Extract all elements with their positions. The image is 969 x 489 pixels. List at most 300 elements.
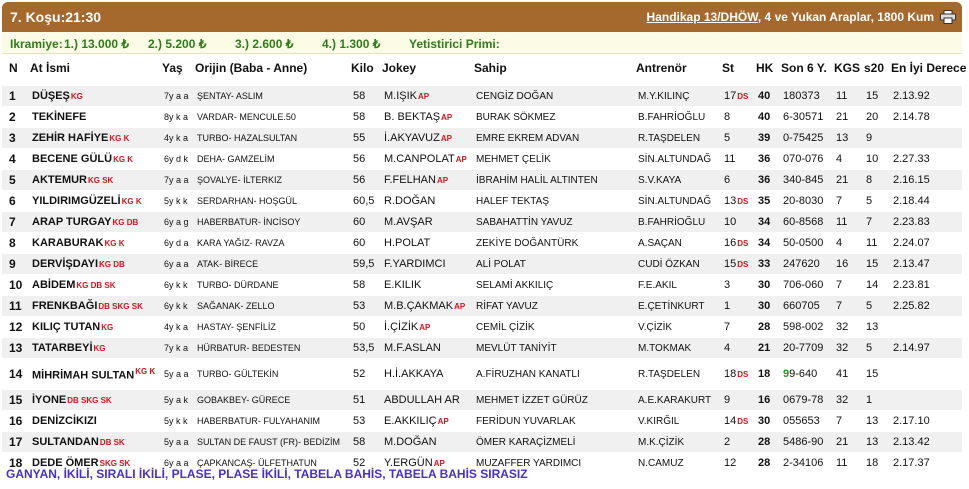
cell-kgs: [836, 453, 864, 473]
kilo-text: 50: [353, 321, 366, 333]
owner-text: MEHMET İZZET GÜRÜZ: [476, 394, 588, 406]
cell-trainer: [638, 149, 722, 169]
cell-s20: [866, 411, 892, 431]
cell-son6: [783, 233, 835, 253]
table-row[interactable]: [2, 432, 962, 452]
cell-jockey: [384, 275, 474, 295]
cell-age: [164, 411, 196, 431]
jockey-text[interactable]: Y.ERGÜN: [384, 457, 433, 469]
cell-jockey: [384, 149, 474, 169]
cell-s20: [866, 212, 892, 232]
cell-s20: [866, 233, 892, 253]
son6-highlight: 9: [783, 368, 790, 380]
cell-st: [724, 338, 756, 358]
cell-best: [893, 317, 961, 337]
son6-text: 706-060: [783, 279, 824, 291]
cell-owner: [476, 317, 636, 337]
n-text: 7: [9, 215, 16, 229]
cell-s20: [866, 254, 892, 274]
table-row[interactable]: [2, 212, 962, 232]
cell-st: [724, 453, 756, 473]
jockey-superscript: AP: [419, 322, 431, 332]
cell-name: [32, 296, 162, 316]
owner-text: BURAK SÖKMEZ: [476, 111, 556, 123]
name-text[interactable]: DÜŞEŞ: [32, 90, 70, 102]
st-text: 17: [724, 90, 737, 102]
cell-hk: [758, 453, 782, 473]
kilo-text: 53: [353, 300, 366, 312]
n-text: 18: [9, 456, 23, 470]
col-st[interactable]: St: [722, 61, 734, 75]
race-conditions: , 4 ve Yukan Araplar, 1800 Kum: [757, 10, 934, 24]
jockey-text[interactable]: İ.AKYAVUZ: [384, 132, 440, 144]
cell-best: [893, 170, 961, 190]
cell-trainer: [638, 390, 722, 410]
kilo-text: 60,5: [353, 195, 375, 207]
cell-st: [724, 390, 756, 410]
cell-s20: [866, 453, 892, 473]
cell-best: [893, 275, 961, 295]
s20-text: 8: [866, 174, 873, 186]
col-son6[interactable]: Son 6 Y.: [781, 61, 827, 75]
hk-text: 21: [758, 342, 771, 354]
age-text: 7y k a: [164, 343, 189, 353]
table-row[interactable]: [2, 254, 962, 274]
cell-owner: [476, 359, 636, 389]
cell-st: [724, 359, 756, 389]
kgs-text: 11: [836, 457, 848, 469]
cell-name: [32, 254, 162, 274]
owner-text: SELAMİ AKKILIÇ: [476, 279, 554, 291]
name-superscript: KG DB: [112, 217, 139, 227]
cell-son6: [783, 432, 835, 452]
name-superscript: KG: [101, 322, 114, 332]
race-header: [2, 2, 962, 32]
table-row[interactable]: [2, 191, 962, 211]
cell-son6: [783, 411, 835, 431]
st-text: 11: [724, 153, 736, 165]
cell-jockey: [384, 411, 474, 431]
name-superscript: SKG SK: [99, 458, 131, 468]
name-text[interactable]: DENİZCİKIZI: [32, 415, 97, 427]
cell-s20: [866, 296, 892, 316]
name-text[interactable]: YILDIRIMGÜZELİ: [32, 195, 121, 207]
cell-age: [164, 254, 196, 274]
cell-age: [164, 390, 196, 410]
jockey-text[interactable]: M.F.ASLAN: [384, 342, 441, 354]
best-text: 2.23.83: [893, 216, 930, 228]
cell-kilo: [353, 191, 383, 211]
n-text: 2: [9, 110, 16, 124]
cell-origin: [197, 390, 351, 410]
col-jockey[interactable]: Jokey: [382, 61, 417, 75]
jockey-text[interactable]: İ.ÇİZİK: [384, 321, 419, 333]
hk-text: 36: [758, 174, 771, 186]
name-superscript: KG SK: [88, 175, 114, 185]
best-text: 2.17.37: [893, 457, 930, 469]
cell-jockey: [384, 359, 474, 389]
cell-kgs: [836, 296, 864, 316]
name-text[interactable]: AKTEMUR: [32, 174, 87, 186]
name-superscript: KG K: [113, 154, 134, 164]
jockey-text[interactable]: B. BEKTAŞ: [384, 111, 441, 123]
race-info: [647, 10, 934, 24]
cell-origin: [197, 359, 351, 389]
s20-text: 18: [866, 457, 879, 469]
cell-st: [724, 254, 756, 274]
n-text: 4: [9, 152, 16, 166]
name-text[interactable]: ABİDEM: [32, 279, 76, 291]
owner-text: CENGİZ DOĞAN: [476, 90, 554, 102]
table-row[interactable]: [2, 128, 962, 148]
trainer-text: N.CAMUZ: [638, 457, 684, 469]
st-text: 6: [724, 174, 731, 186]
age-text: 6y k k: [164, 280, 188, 290]
n-text: 15: [9, 393, 23, 407]
jockey-superscript: AP: [441, 112, 453, 122]
col-name[interactable]: At İsmi: [30, 61, 71, 75]
cell-n: [9, 254, 29, 274]
name-text[interactable]: DERVİŞDAYI: [32, 258, 99, 270]
owner-text: MEHMET ÇELİK: [476, 153, 551, 165]
prize-fourth: 4.) 1.300 ₺: [322, 37, 381, 51]
table-row[interactable]: [2, 359, 962, 389]
trainer-text: CUDİ ÖZKAN: [638, 258, 700, 270]
name-text[interactable]: ARAP TURGAY: [32, 216, 112, 228]
cell-hk: [758, 149, 782, 169]
age-text: 6y a a: [164, 458, 189, 468]
cell-kilo: [353, 275, 383, 295]
origin-text: HÜRBATUR- BEDESTEN: [197, 343, 301, 353]
cell-trainer: [638, 359, 722, 389]
printer-icon[interactable]: [940, 10, 956, 24]
kgs-text: 21: [836, 436, 849, 448]
jockey-text[interactable]: E.AKKILIÇ: [384, 415, 437, 427]
s20-text: 13: [866, 415, 879, 427]
son6-text: 0679-78: [783, 394, 824, 406]
n-text: 3: [9, 131, 16, 145]
cell-trainer: [638, 338, 722, 358]
cell-kilo: [353, 233, 383, 253]
name-superscript: KG K: [104, 238, 125, 248]
cell-origin: [197, 86, 351, 106]
jockey-text[interactable]: M.B.ÇAKMAK: [384, 300, 454, 312]
name-text[interactable]: TEKİNEFE: [32, 111, 87, 123]
owner-text: İBRAHİM HALİL ALTINTEN: [476, 174, 598, 186]
kgs-text: 13: [836, 132, 849, 144]
cell-name: [32, 149, 162, 169]
age-text: 7y a a: [164, 175, 189, 185]
best-text: 2.13.47: [893, 258, 930, 270]
table-row[interactable]: [2, 317, 962, 337]
s20-text: 9: [866, 132, 873, 144]
table-row[interactable]: [2, 275, 962, 295]
cell-s20: [866, 170, 892, 190]
jockey-text[interactable]: F.YARDIMCI: [384, 258, 446, 270]
cell-hk: [758, 212, 782, 232]
cell-kgs: [836, 338, 864, 358]
cell-s20: [866, 359, 892, 389]
n-text: 12: [9, 320, 23, 334]
name-superscript: KG: [70, 91, 83, 101]
cell-jockey: [384, 317, 474, 337]
prize-label: Ikramiye:: [10, 37, 63, 51]
table-row[interactable]: [2, 233, 962, 253]
cell-best: [893, 212, 961, 232]
cell-origin: [197, 128, 351, 148]
origin-text: ŞENTAY- ASLIM: [197, 91, 263, 101]
cell-trainer: [638, 86, 722, 106]
trainer-text: E.ÇETİNKURT: [638, 300, 705, 312]
age-text: 6y a a: [164, 259, 189, 269]
name-text[interactable]: TATARBEYİ: [32, 342, 93, 354]
jockey-text[interactable]: M.AVŞAR: [384, 216, 433, 228]
cell-best: [893, 233, 961, 253]
n-text: 5: [9, 173, 16, 187]
s20-text: 13: [866, 436, 879, 448]
col-origin[interactable]: Orijin (Baba - Anne): [195, 61, 308, 75]
cell-s20: [866, 128, 892, 148]
name-superscript: DB SKG SK: [67, 395, 112, 405]
cell-st: [724, 86, 756, 106]
kilo-text: 53: [353, 415, 366, 427]
origin-text: SULTAN DE FAUST (FR)- BEDİZİM: [197, 437, 341, 447]
cell-st: [724, 170, 756, 190]
cell-n: [9, 191, 29, 211]
hk-text: 33: [758, 258, 771, 270]
jockey-text[interactable]: M.DOĞAN: [384, 436, 437, 448]
name-text[interactable]: KILIÇ TUTAN: [32, 321, 101, 333]
col-owner[interactable]: Sahip: [474, 61, 507, 75]
cell-origin: [197, 317, 351, 337]
cell-kilo: [353, 390, 383, 410]
cell-best: [893, 390, 961, 410]
cell-best: [893, 191, 961, 211]
cell-origin: [197, 191, 351, 211]
cell-n: [9, 128, 29, 148]
name-text[interactable]: BECENE GÜLÜ: [32, 153, 113, 165]
son6-text: 6-30571: [783, 111, 824, 123]
jockey-text[interactable]: ABDULLAH AR: [384, 394, 460, 406]
cell-kilo: [353, 149, 383, 169]
owner-text: ALİ POLAT: [476, 258, 526, 270]
cell-trainer: [638, 107, 722, 127]
cell-son6: [783, 317, 835, 337]
jockey-superscript: AP: [440, 133, 452, 143]
cell-hk: [758, 233, 782, 253]
name-text[interactable]: DEDE ÖMER: [32, 457, 99, 469]
age-text: 5y a a: [164, 369, 189, 379]
son6-text: 055653: [783, 415, 820, 427]
cell-origin: [197, 338, 351, 358]
name-text[interactable]: KARABURAK: [32, 237, 104, 249]
st-text: 18: [724, 368, 737, 380]
cell-trainer: [638, 296, 722, 316]
jockey-superscript: AP: [436, 175, 449, 185]
col-n[interactable]: N: [9, 61, 18, 75]
name-text[interactable]: MİHRİMAH $SULTAN^{KG K}$: [32, 367, 156, 382]
cell-best: [893, 359, 961, 389]
kgs-text: 4: [836, 153, 843, 165]
son6-text: 598-002: [783, 321, 824, 333]
trainer-text: V.KIRĞIL: [638, 415, 680, 427]
jockey-text[interactable]: E.KILIK: [384, 279, 422, 291]
table-row[interactable]: [2, 411, 962, 431]
trainer-text: R.TAŞDELEN: [638, 368, 701, 380]
cell-trainer: [638, 411, 722, 431]
cell-kilo: [353, 432, 383, 452]
st-text: 4: [724, 342, 731, 354]
bet-types: [6, 467, 528, 481]
cell-name: [32, 411, 162, 431]
cell-age: [164, 338, 196, 358]
jockey-text[interactable]: R.DOĞAN: [384, 195, 436, 207]
cell-jockey: [384, 86, 474, 106]
cell-son6: [783, 254, 835, 274]
son6-text: 247620: [783, 258, 820, 270]
hk-text: 30: [758, 300, 771, 312]
cell-kilo: [353, 338, 383, 358]
table-row[interactable]: [2, 170, 962, 190]
cell-kgs: [836, 128, 864, 148]
st-text: 10: [724, 216, 737, 228]
trainer-text: A.E.KARAKURT: [638, 394, 712, 406]
cell-hk: [758, 107, 782, 127]
col-age[interactable]: Yaş: [162, 61, 183, 75]
cell-origin: [197, 233, 351, 253]
name-text[interactable]: İYONE: [32, 394, 67, 406]
origin-text: ÇAPKANCAŞ- ÜLFETHATUN: [197, 458, 317, 468]
cell-origin: [197, 275, 351, 295]
origin-text: VARDAR- MENCULE.50: [197, 112, 296, 122]
son6-text: 9-640: [789, 368, 818, 380]
owner-text: HALEF TEKTAŞ: [476, 195, 549, 207]
kgs-text: 41: [836, 368, 849, 380]
cell-owner: [476, 390, 636, 410]
trainer-text: B.FAHRİOĞLU: [638, 216, 706, 228]
cell-s20: [866, 390, 892, 410]
best-text: 2.13.42: [893, 436, 930, 448]
handicap-link[interactable]: Handikap 13/DHÖW: [646, 10, 758, 24]
cell-st: [724, 411, 756, 431]
bet-types-links[interactable]: GANYAN, İKİLİ, SIRALI İKİLİ, PLASE, PLASE İKİLİ, TABELA BAHİS, TABELA BAHİS SIRASIZ: [6, 467, 528, 481]
n-text: 16: [9, 414, 23, 428]
cell-owner: [476, 170, 636, 190]
best-text: 2.13.92: [893, 90, 930, 102]
cell-jockey: [384, 296, 474, 316]
trainer-text: A.SAÇAN: [638, 237, 682, 249]
cell-hk: [758, 296, 782, 316]
jockey-text[interactable]: H.POLAT: [384, 237, 431, 249]
table-row[interactable]: [2, 107, 962, 127]
origin-text: GOBAKBEY- GÜRECE: [197, 395, 291, 405]
s20-text: 7: [866, 216, 873, 228]
cell-n: [9, 170, 29, 190]
col-kilo[interactable]: Kilo: [351, 61, 374, 75]
cell-son6: [783, 296, 835, 316]
st-superscript: DS: [737, 196, 749, 206]
table-row[interactable]: [2, 86, 962, 106]
cell-best: [893, 453, 961, 473]
cell-jockey: [384, 191, 474, 211]
jockey-text[interactable]: M.IŞIK: [384, 90, 418, 102]
best-text: 2.25.82: [893, 300, 930, 312]
table-row[interactable]: [2, 296, 962, 316]
trainer-text: M.TOKMAK: [638, 342, 692, 354]
cell-name: [32, 359, 162, 389]
cell-kgs: [836, 212, 864, 232]
origin-text: SAĞANAK- ZELLO: [197, 301, 275, 311]
st-text: 5: [724, 132, 731, 144]
st-text: 2: [724, 436, 731, 448]
trainer-text: SİN.ALTUNDAĞ: [638, 195, 712, 207]
cell-age: [164, 149, 196, 169]
col-hk[interactable]: HK: [756, 61, 774, 75]
cell-st: [724, 128, 756, 148]
col-trainer[interactable]: Antrenör: [636, 61, 687, 75]
col-best[interactable]: En İyi Derece: [891, 61, 967, 75]
cell-n: [9, 275, 29, 295]
cell-st: [724, 233, 756, 253]
best-text: 2.27.33: [893, 153, 930, 165]
jockey-text[interactable]: H.İ.AKKAYA: [384, 368, 444, 380]
cell-n: [9, 296, 29, 316]
table-row[interactable]: [2, 149, 962, 169]
kgs-text: 32: [836, 394, 849, 406]
hk-text: 18: [758, 368, 771, 380]
hk-text: 39: [758, 132, 771, 144]
origin-text: DEHA- GAMZELİM: [197, 154, 275, 164]
name-text[interactable]: ZEHİR HAFİYE: [32, 132, 109, 144]
table-row[interactable]: [2, 390, 962, 410]
cell-owner: [476, 275, 636, 295]
jockey-superscript: AP: [454, 301, 466, 311]
kilo-text: 60: [353, 237, 366, 249]
cell-n: [9, 149, 29, 169]
st-text: 13: [724, 195, 737, 207]
cell-n: [9, 432, 29, 452]
name-text[interactable]: SULTANDAN: [32, 436, 99, 448]
kgs-text: 32: [836, 342, 849, 354]
cell-best: [893, 128, 961, 148]
best-text: 2.18.44: [893, 195, 930, 207]
name-text[interactable]: FRENKBAĞI: [32, 300, 98, 312]
col-s20[interactable]: s20: [864, 61, 885, 75]
cell-owner: [476, 149, 636, 169]
cell-son6: [783, 390, 835, 410]
cell-jockey: [384, 254, 474, 274]
trainer-text: R.TAŞDELEN: [638, 132, 701, 144]
s20-text: 15: [866, 368, 879, 380]
col-kgs[interactable]: KGS: [834, 61, 861, 75]
cell-s20: [866, 338, 892, 358]
cell-best: [893, 338, 961, 358]
cell-jockey: [384, 233, 474, 253]
cell-trainer: [638, 453, 722, 473]
trainer-text: M.Y.KILINÇ: [638, 90, 690, 102]
race-title: 7. Koşu:21:30: [10, 9, 102, 25]
jockey-text[interactable]: F.FELHAN: [384, 174, 436, 186]
name-superscript: KG K: [135, 367, 156, 377]
cell-son6: [783, 128, 835, 148]
st-text: 16: [724, 237, 737, 249]
name-superscript: KG DB SK: [76, 280, 116, 290]
cell-st: [724, 432, 756, 452]
table-row[interactable]: [2, 338, 962, 358]
cell-owner: [476, 212, 636, 232]
jockey-text[interactable]: M.CANPOLAT: [384, 153, 455, 165]
trainer-text: F.E.AKIL: [638, 279, 677, 291]
